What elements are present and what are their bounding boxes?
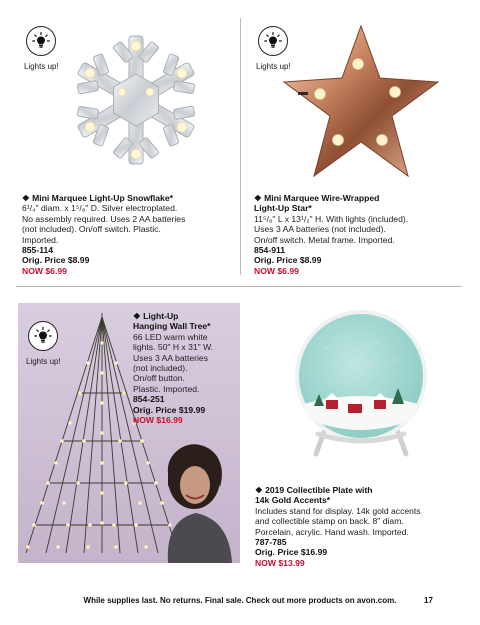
product-details-line: On/off button. <box>133 373 185 384</box>
original-price: Orig. Price $16.99 <box>255 547 328 558</box>
star-product-image <box>278 22 444 182</box>
original-price: Orig. Price $8.99 <box>254 255 322 266</box>
product-name: ❖ Mini Marquee Wire-Wrapped <box>254 193 380 203</box>
product-details-line: No assembly required. Uses 2 AA batteries <box>22 213 186 224</box>
lights-up-label: Lights up! <box>24 62 59 71</box>
column-divider <box>240 18 241 275</box>
product-number: 854-911 <box>254 245 286 256</box>
product-number: 855-114 <box>22 245 54 256</box>
original-price: Orig. Price $19.99 <box>133 404 206 415</box>
product-details-line: On/off switch. Metal frame. Imported. <box>254 234 395 245</box>
lights-up-badge-snowflake <box>24 26 59 71</box>
product-details-line: Porcelain, acrylic. Hand wash. Imported. <box>255 526 409 537</box>
wall-tree-description <box>133 311 239 425</box>
sale-price: NOW $6.99 <box>254 265 299 276</box>
product-details-line: 6¹/₄" diam. x 1⁵/₈" D. Silver electroplated. <box>22 203 178 214</box>
product-name-line2: 14k Gold Accents* <box>255 495 331 506</box>
footer-disclaimer: While supplies last. No returns. Final sale. Check out more products on avon.com. <box>83 596 397 605</box>
sale-price: NOW $13.99 <box>255 557 305 568</box>
product-details-line: 66 LED warm white <box>133 331 208 342</box>
product-number: 854-251 <box>133 394 165 405</box>
wall-tree-photo <box>18 303 240 563</box>
lightbulb-icon <box>31 31 51 51</box>
row-divider <box>16 286 462 287</box>
plate-description <box>255 485 470 568</box>
lightbulb-icon <box>33 326 53 346</box>
snowflake-product-image <box>66 30 206 170</box>
lights-up-label: Lights up! <box>256 62 291 71</box>
product-name-line2: Hanging Wall Tree* <box>133 321 211 332</box>
product-details-line: Uses 3 AA batteries <box>133 352 208 363</box>
sale-price: NOW $16.99 <box>133 415 183 426</box>
product-details-line: lights. 50" H x 31" W. <box>133 342 214 353</box>
product-name: ❖ Light-Up <box>133 311 179 321</box>
lights-up-label: Lights up! <box>26 357 61 366</box>
product-details-line: (not included). <box>133 363 188 374</box>
product-details-line: Plastic. Imported. <box>133 383 200 394</box>
product-details-line: and collectible stamp on back. 8" diam. <box>255 516 404 527</box>
product-name: ❖ 2019 Collectible Plate with <box>255 485 373 495</box>
product-details-line: Includes stand for display. 14k gold accents <box>255 505 421 516</box>
product-details-line: 11⁵/₈" L x 13¹/₂" H. With lights (included). <box>254 213 409 224</box>
product-details-line: (not included). On/off switch. Plastic. <box>22 224 161 235</box>
lights-up-badge-tree <box>26 321 61 366</box>
page-number: 17 <box>424 596 433 605</box>
snowflake-description <box>22 193 237 276</box>
product-details-line: Uses 3 AA batteries (not included). <box>254 224 386 235</box>
product-name: ❖ Mini Marquee Light-Up Snowflake* <box>22 193 173 203</box>
product-number: 787-785 <box>255 537 287 548</box>
original-price: Orig. Price $8.99 <box>22 255 90 266</box>
collectible-plate-image <box>286 308 436 458</box>
product-name-line2: Light-Up Star* <box>254 203 312 214</box>
sale-price: NOW $6.99 <box>22 265 67 276</box>
product-details-line: Imported. <box>22 234 59 245</box>
star-description <box>254 193 469 276</box>
